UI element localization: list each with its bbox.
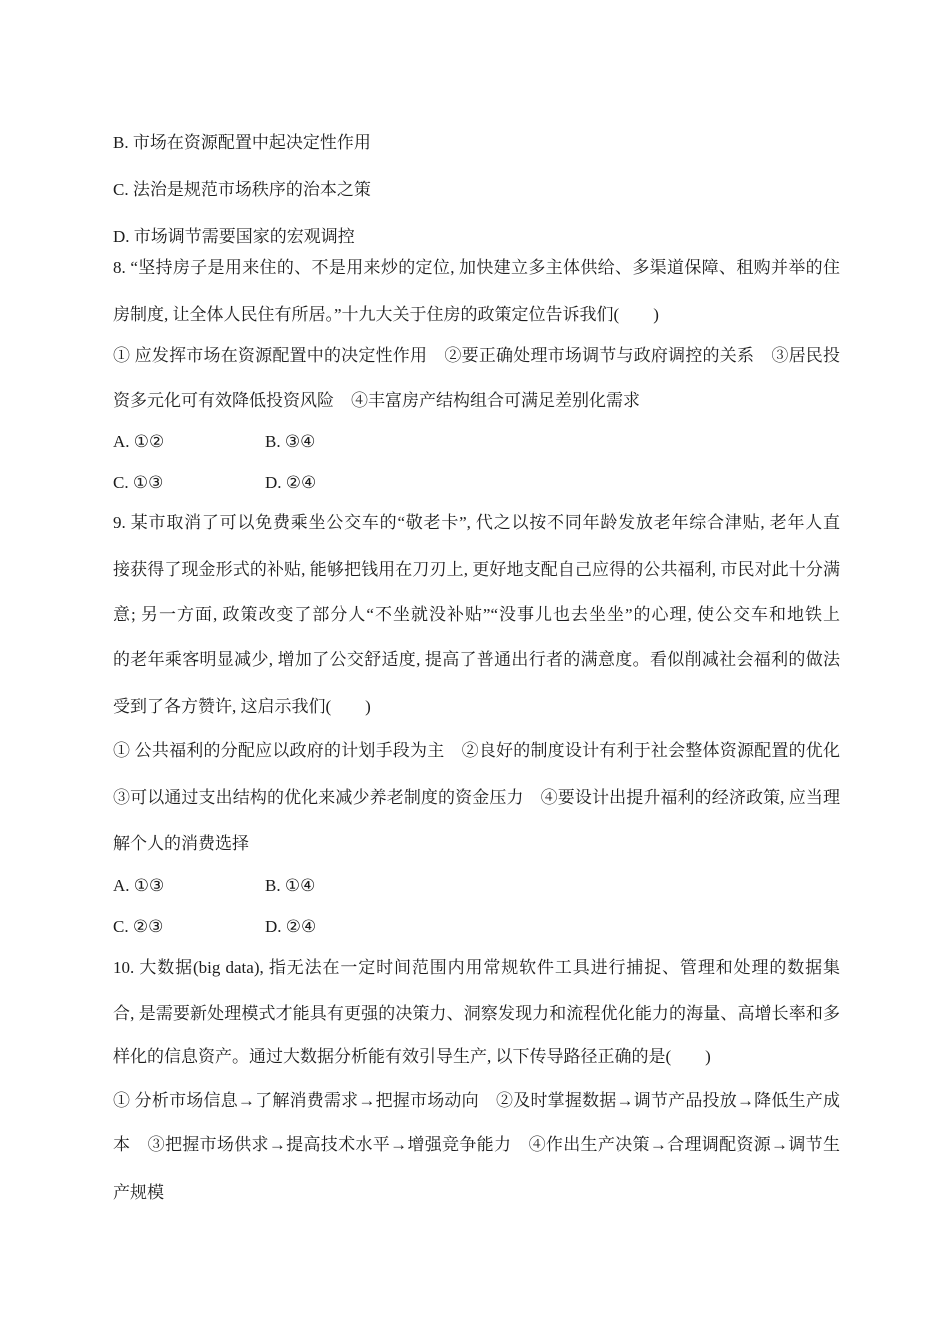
q7-option-b: B. 市场在资源配置中起决定性作用 — [113, 133, 371, 152]
q8-option-a: A. ①② — [113, 432, 165, 451]
q9-answer-row-1 — [113, 874, 840, 898]
q9-answer-row-2 — [113, 915, 840, 939]
q8-option-d: D. ②④ — [265, 473, 317, 492]
q10-statements-line-3: 产规模 — [113, 1183, 164, 1202]
q7-option-c: C. 法治是规范市场秩序的治本之策 — [113, 180, 371, 199]
q9-option-d: D. ②④ — [265, 917, 317, 936]
q10-stem-line-3: 样化的信息资产。通过大数据分析能有效引导生产, 以下传导路径正确的是( ) — [113, 1047, 711, 1066]
q9-stem-line-4: 的老年乘客明显减少, 增加了公交舒适度, 提高了普通出行者的满意度。看似削减社会福利的做法 — [113, 650, 840, 669]
q9-stem-line-1: 9. 某市取消了可以免费乘坐公交车的“敬老卡”, 代之以按不同年龄发放老年综合津贴, 老年人直 — [113, 513, 840, 532]
q9-option-c: C. ②③ — [113, 917, 164, 936]
q8-stem-line-1: 8. “坚持房子是用来住的、不是用来炒的定位, 加快建立多主体供给、多渠道保障、租购并举的住 — [113, 258, 840, 277]
q9-stem-line-3: 意; 另一方面, 政策改变了部分人“不坐就没补贴”“没事儿也去坐坐”的心理, 使公交车和地铁上 — [113, 605, 840, 624]
q9-stem-line-5: 受到了各方赞许, 这启示我们( ) — [113, 697, 371, 716]
q9-statements-line-3: 解个人的消费选择 — [113, 834, 249, 853]
q10-statements-line-2: 本 ③把握市场供求→提高技术水平→增强竞争能力 ④作出生产决策→合理调配资源→调节生 — [113, 1135, 840, 1154]
q10-statements-line-1: ① 分析市场信息→了解消费需求→把握市场动向 ②及时掌握数据→调节产品投放→降低生产成 — [113, 1091, 840, 1110]
q8-answer-row-2 — [113, 471, 840, 495]
q9-statements-line-1: ① 公共福利的分配应以政府的计划手段为主 ②良好的制度设计有利于社会整体资源配置的优化 — [113, 741, 840, 760]
q10-stem-line-1: 10. 大数据(big data), 指无法在一定时间范围内用常规软件工具进行捕捉、管理和处理的数据集 — [113, 958, 840, 977]
q9-option-b: B. ①④ — [265, 876, 316, 895]
q8-stem-line-2: 房制度, 让全体人民住有所居。”十九大关于住房的政策定位告诉我们( ) — [113, 305, 659, 324]
q9-stem-line-2: 接获得了现金形式的补贴, 能够把钱用在刀刃上, 更好地支配自己应得的公共福利, 市民对此十分满 — [113, 560, 840, 579]
q8-answer-row-1 — [113, 430, 840, 454]
q8-statements-line-1: ① 应发挥市场在资源配置中的决定性作用 ②要正确处理市场调节与政府调控的关系 ③居民投 — [113, 346, 840, 365]
q8-statements-line-2: 资多元化可有效降低投资风险 ④丰富房产结构组合可满足差别化需求 — [113, 391, 640, 410]
q8-option-b: B. ③④ — [265, 432, 316, 451]
q8-option-c: C. ①③ — [113, 473, 164, 492]
q9-option-a: A. ①③ — [113, 876, 165, 895]
q7-option-d: D. 市场调节需要国家的宏观调控 — [113, 227, 355, 246]
q10-stem-line-2: 合, 是需要新处理模式才能具有更强的决策力、洞察发现力和流程优化能力的海量、高增长率和多 — [113, 1004, 840, 1023]
q9-statements-line-2: ③可以通过支出结构的优化来减少养老制度的资金压力 ④要设计出提升福利的经济政策, 应当理 — [113, 788, 840, 807]
